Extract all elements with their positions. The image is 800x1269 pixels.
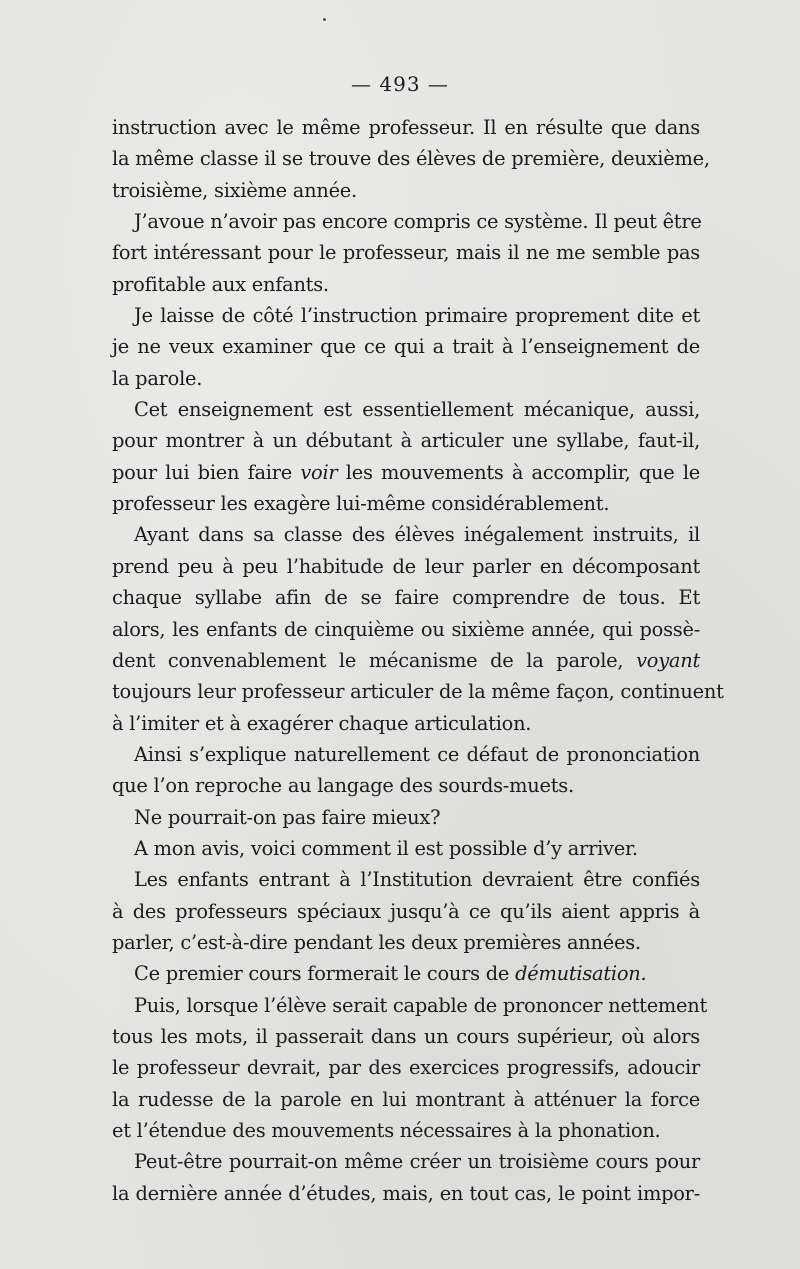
text-line: J’avoue n’avoir pas encore compris ce système. Il peut être: [134, 210, 702, 234]
text-line: Ne pourrait-on pas faire mieux?: [134, 805, 441, 829]
text-segment: les mouvements à accomplir, que le: [337, 460, 700, 484]
page-number: — 493 —: [351, 72, 449, 96]
text-segment: Ce premier cours formerait le cours de: [134, 962, 516, 986]
text-line: à l’imiter et à exagérer chaque articulation.: [112, 711, 532, 735]
text-line: la dernière année d’études, mais, en tout cas, le point impor-: [112, 1181, 700, 1205]
text-line: professeur les exagère lui-même considérablement.: [112, 492, 610, 516]
text-line: la rudesse de la parole en lui montrant à atténuer la force: [112, 1087, 700, 1111]
text-line: et l’étendue des mouvements nécessaires à la phonation.: [112, 1119, 661, 1142]
text-line: le professeur devrait, par des exercices progressifs, adoucir: [112, 1056, 700, 1080]
text-line: chaque syllabe afin de se faire comprendre de tous. Et: [112, 586, 700, 610]
text-line: [112, 958, 700, 989]
text-line: Les enfants entrant à l’Institution devraient être confiés: [134, 868, 700, 892]
italic-word: voir: [300, 460, 338, 484]
text-line: toujours leur professeur articuler de la même façon, continuent: [112, 680, 724, 704]
text-line: [112, 457, 700, 488]
text-line: la même classe il se trouve des élèves de première, deuxième,: [112, 147, 710, 171]
text-line: Puis, lorsque l’élève serait capable de prononcer nettement: [134, 993, 708, 1017]
text-line: alors, les enfants de cinquième ou sixième année, qui possè-: [112, 617, 700, 641]
text-line: que l’on reproche au langage des sourds-muets.: [112, 774, 574, 798]
text-line: Je laisse de côté l’instruction primaire proprement dite et: [134, 304, 700, 328]
text-line: [112, 645, 700, 676]
speck-mark: [323, 18, 326, 21]
text-line: A mon avis, voici comment il est possible d’y arriver.: [134, 836, 638, 860]
text-line: fort intéressant pour le professeur, mais il ne me semble pas: [112, 241, 700, 265]
text-line: instruction avec le même professeur. Il en résulte que dans: [112, 116, 700, 139]
text-line: tous les mots, il passerait dans un cours supérieur, où alors: [112, 1024, 700, 1048]
text-segment: dent convenablement le mécanisme de la parole,: [112, 648, 637, 672]
text-line: Cet enseignement est essentiellement mécanique, aussi,: [134, 398, 700, 422]
text-line: profitable aux enfants.: [112, 272, 329, 296]
text-line: la parole.: [112, 366, 203, 390]
text-line: Peut-être pourrait-on même créer un troisième cours pour: [134, 1150, 700, 1174]
italic-word: voyant: [636, 648, 700, 672]
text-segment: pour lui bien faire: [112, 460, 301, 484]
italic-word: démutisation.: [515, 962, 647, 986]
text-line: à des professeurs spéciaux jusqu’à ce qu’ils aient appris à: [112, 899, 700, 923]
text-line: prend peu à peu l’habitude de leur parler en décomposant: [112, 554, 700, 578]
text-line: parler, c’est-à-dire pendant les deux premières années.: [112, 930, 641, 954]
text-line: troisième, sixième année.: [112, 178, 357, 202]
text-line: pour montrer à un débutant à articuler une syllabe, faut-il,: [112, 429, 700, 453]
body-text: [112, 112, 724, 1209]
text-line: je ne veux examiner que ce qui a trait à l’enseignement de: [112, 335, 700, 359]
text-line: Ayant dans sa classe des élèves inégalement instruits, il: [134, 523, 700, 547]
text-line: Ainsi s’explique naturellement ce défaut de prononciation: [134, 742, 700, 766]
